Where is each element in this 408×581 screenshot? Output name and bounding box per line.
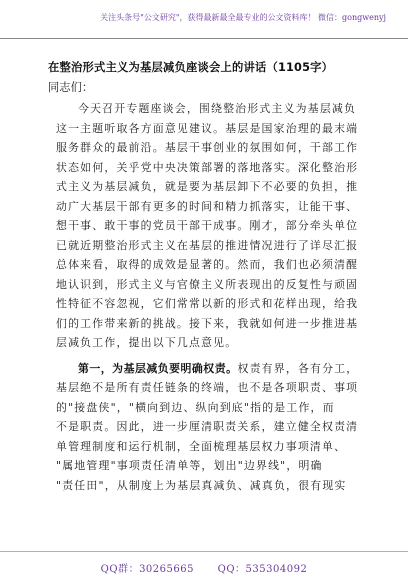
header-notice: 关注头条号"公文研究"，获得最新最全最专业的公文资料库！ 微信：gongwenyj — [100, 13, 386, 22]
body-line: 想干事、敢干事的党员干部干成事。刚才，部分牵头单位 — [56, 219, 359, 232]
body-line: "属地管理"事项责任清单等，划出"边界线"，明确 — [56, 459, 323, 472]
body-line: 层减负工作，提出以下几点意见。 — [56, 336, 238, 349]
document-title: 在整治形式主义为基层减负座谈会上的讲话（1105字） — [48, 61, 334, 74]
section-heading-line — [56, 359, 376, 379]
body-line: 总体来看，取得的成效是显著的。然而，我们也必须清醒 — [56, 258, 359, 271]
body-line: 地认识到，形式主义与官僚主义所表现出的反复性与顽固 — [56, 277, 359, 291]
body-line: 今天召开专题座谈会，围绕整治形式主义为基层减负 — [78, 102, 357, 115]
body-line: 们的工作带来新的挑战。接下来，我就如何进一步推进基 — [56, 316, 359, 330]
body-line: 已就近期整治形式主义在基层的推进情况进行了详尽汇报 — [56, 238, 359, 252]
body-line: 的"接盘侠"，"横向到边、纵向到底"指的是工作，而 — [56, 400, 335, 414]
salutation: 同志们： — [48, 81, 94, 94]
paragraph-lead: 权责有界，各有分工， — [237, 361, 359, 375]
body-line: 状态如何，关乎党中央决策部署的落地落实。深化整治形 — [56, 160, 359, 174]
body-line: 不是职责。因此，进一步厘清职责关系，建立健全权责清 — [56, 420, 359, 433]
qq-number: QQ：535304092 — [217, 564, 308, 575]
footer-contact — [0, 560, 408, 575]
body-line: 这一主题听取各方面意见建议。基层是国家治理的最末端 — [56, 121, 359, 135]
page-footer — [0, 551, 408, 581]
body-line: 动广大基层干部有更多的时间和精力抓落实，让能干事、 — [56, 199, 359, 213]
page-header — [0, 0, 408, 39]
body-line: 服务群众的最前沿。基层干事创业的氛围如何，干部工作 — [56, 141, 359, 154]
body-line: 基层绝不是所有责任链条的终端，也不是各项职责、事项 — [56, 381, 359, 394]
body-line: "责任田"，从制度上为基层真减负、减真负，很有现实 — [56, 478, 347, 492]
body-line: 单管理制度和运行机制，全面梳理基层权力事项清单、 — [56, 439, 347, 453]
body-line: 性特征不容忽视，它们常常以新的形式和花样出现，给我 — [56, 297, 359, 310]
document-body — [56, 99, 376, 495]
qq-group: QQ群：30265665 — [100, 564, 194, 575]
section-heading: 第一，为基层减负要明确权责。 — [78, 361, 238, 375]
body-line: 式主义为基层减负，就是要为基层卸下不必要的负担，推 — [56, 180, 359, 193]
